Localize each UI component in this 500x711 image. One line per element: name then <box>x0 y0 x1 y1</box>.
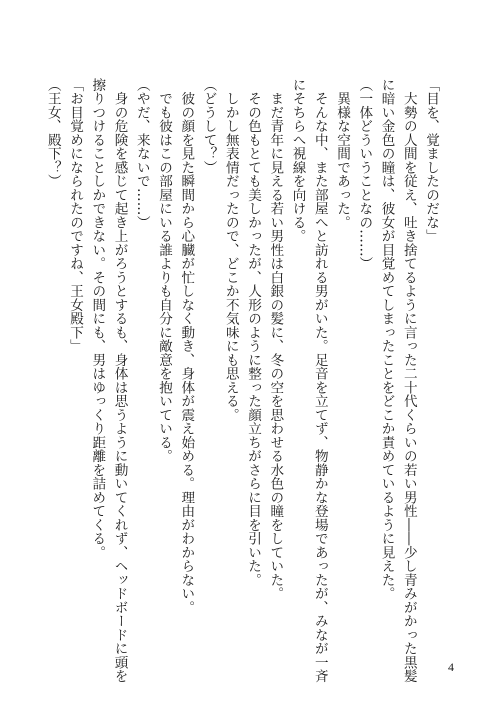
text-line: 「目を、覚ましたのだな」 <box>423 78 439 243</box>
text-line: そんな中、また部屋へと訪れる男がいた。足音を立てず、物静かな登場であったが、みなが一斉 <box>311 78 328 683</box>
text-line: まだ青年に見える若い男性は白銀の髪に、冬の空を思わせる水色の瞳をしていた。 <box>267 78 284 601</box>
text-line: に暗い金色の瞳は、彼女が目覚めてしまったことをどこか責めているように見えた。 <box>378 78 395 601</box>
page-number: 4 <box>448 660 454 674</box>
text-line: しかし無表情だったので、どこか不気味にも思える。 <box>222 78 239 422</box>
text-line: 擦りつけることしかできない。その間にも、男はゆっくり距離を詰めてくる。 <box>89 78 106 560</box>
text-line: その色もとても美しかったが、人形のように整った顔立ちがさらに目を引いた。 <box>245 78 261 587</box>
text-line: 異様な空間であった。 <box>334 78 350 230</box>
text-line: 身の危険を感じて起き上がろうとするも、身体は思うように動いてくれず、ヘッドボードに頭を <box>111 78 128 683</box>
text-line: 大勢の人間を従え、吐き捨てるように言った二十代くらいの若い男性――少し青みがかった黒髪 <box>400 78 417 683</box>
text-line: にそちらへ視線を向ける。 <box>289 78 306 243</box>
text-line: でも彼はこの部屋にいる誰よりも自分に敵意を抱いている。 <box>156 78 172 463</box>
text-line: （一体どういうことなの……） <box>356 78 373 271</box>
text-line: 彼の顔を見た瞬間から心臓が忙しなく動き、身体が震え始める。理由がわからない。 <box>178 78 195 615</box>
text-line: （王女、殿下？） <box>44 78 61 188</box>
text-line: （やだ、来ないで……） <box>133 78 150 230</box>
body-text <box>42 78 443 683</box>
text-line: 「お目覚めになられたのですね、王女殿下」 <box>67 78 83 353</box>
text-line: （どうして？） <box>200 78 217 175</box>
